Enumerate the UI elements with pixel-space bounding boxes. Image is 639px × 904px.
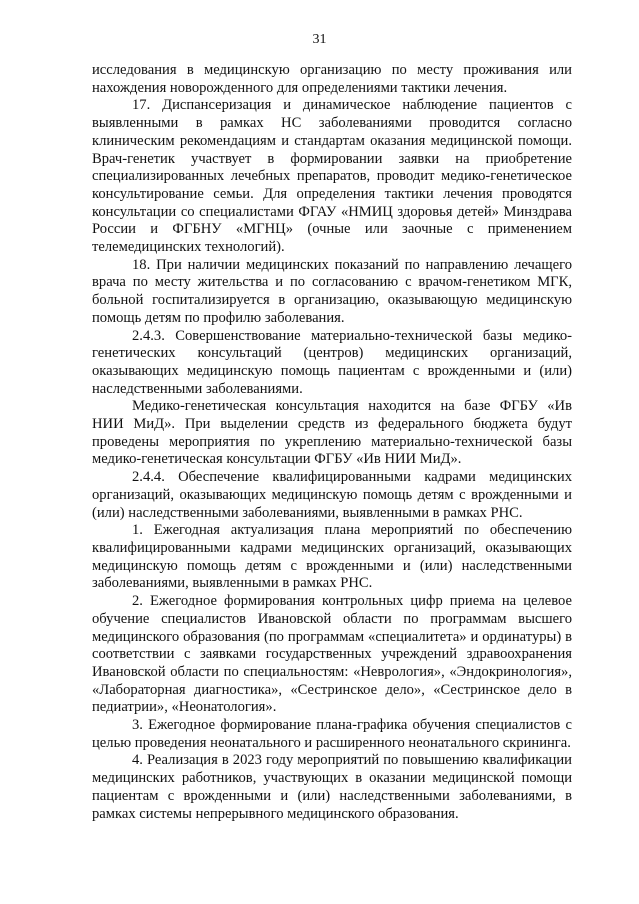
list-item-2: 2. Ежегодное формирования контрольных цифр приема на целевое обучение специалистов Ивановской области по программам высшего медицинского образования (по программам «специалитета» и ординатуры) в соответствии с заявками государственных учреждений здравоохранения Ивановской области по специальностям: «Неврология», «Эндокринология», «Лабораторная диагностика», «Сестринское дело», «Сестринское дело в педиатрии», «Неонатология». xyxy=(92,593,572,716)
paragraph-continuation: исследования в медицинскую организацию по месту проживания или нахождения новорожденного для определениями тактики лечения. xyxy=(92,62,572,96)
paragraph-item-17: 17. Диспансеризация и динамическое наблюдение пациентов с выявленными в рамках НС заболеваниями проводится согласно клиническим рекомендациям и стандартам оказания медицинской помощи. Врач-генетик участвует в формировании заявки на приобретение специализированных лечебных препаратов, проводит медико-генетическое консультирование семьи. Для определения тактики лечения проводятся консультации со специалистами ФГАУ «НМИЦ здоровья детей» Минздрава России и ФГБНУ «МГНЦ» (очные или заочные с применением телемедицинских технологий). xyxy=(92,97,572,256)
document-body xyxy=(92,62,572,823)
list-item-1: 1. Ежегодная актуализация плана мероприятий по обеспечению квалифицированными кадрами медицинских организаций, оказывающих медицинскую помощь детям с врожденными и (или) наследственными заболеваниями, выявленными в рамках РНС. xyxy=(92,522,572,592)
page-number: 31 xyxy=(312,32,327,47)
paragraph-item-18: 18. При наличии медицинских показаний по направлению лечащего врача по месту жительства и по согласованию с врачом-генетиком МГК, больной госпитализируется в организацию, оказывающую медицинскую помощь детям по профилю заболевания. xyxy=(92,256,572,326)
list-item-3: 3. Ежегодное формирование плана-графика обучения специалистов с целью проведения неонатального и расширенного неонатального скрининга. xyxy=(92,717,572,751)
paragraph-mgk-base: Медико-генетическая консультация находится на базе ФГБУ «Ив НИИ МиД». При выделении средств из федерального бюджета будут проведены мероприятия по укреплению материально-технической базы медико-генетическая консультации ФГБУ «Ив НИИ МиД». xyxy=(92,398,572,468)
section-heading-2-4-3: 2.4.3. Совершенствование материально-технической базы медико-генетических консультаций (центров) медицинских организаций, оказывающих медицинскую помощь пациентам с врожденными и (или) наследственными заболеваниями. xyxy=(92,327,572,397)
list-item-4: 4. Реализация в 2023 году мероприятий по повышению квалификации медицинских работников, участвующих в оказании медицинской помощи пациентам с врожденными и (или) наследственными заболеваниями, в рамках системы непрерывного медицинского образования. xyxy=(92,752,572,822)
section-heading-2-4-4: 2.4.4. Обеспечение квалифицированными кадрами медицинских организаций, оказывающих медицинскую помощь детям с врожденными и (или) наследственными заболеваниями, выявленными в рамках РНС. xyxy=(92,469,572,521)
